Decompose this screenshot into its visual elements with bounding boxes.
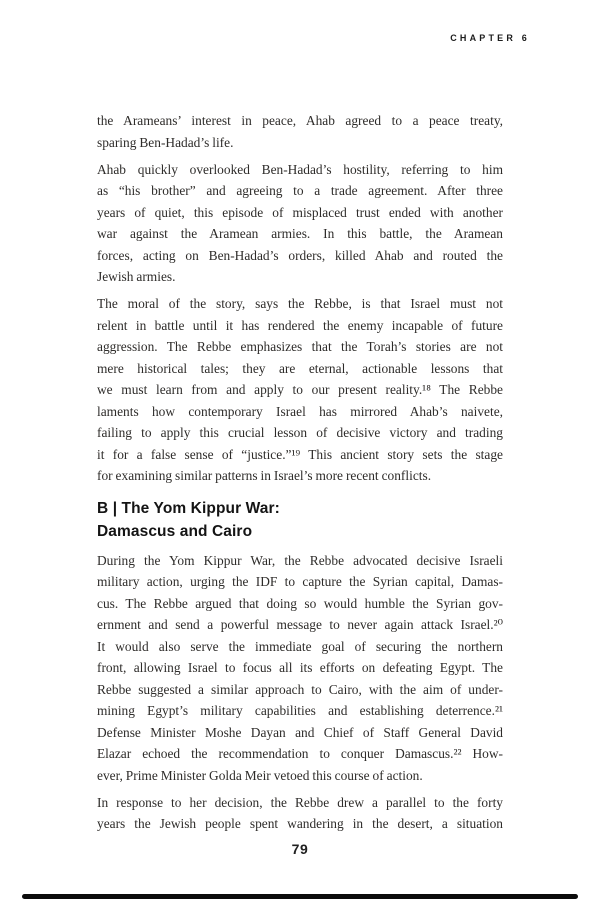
text-line: B | The Yom Kippur War: — [97, 499, 280, 517]
text-line: cus. The Rebbe argued that doing so would humble the Syrian gov- — [97, 595, 503, 611]
text-line: mining Egypt’s military capabilities and establishing deterrence.²¹ — [97, 703, 503, 718]
text-line: relent in battle until it has rendered the enemy incapable of future — [97, 317, 503, 333]
paragraph — [97, 550, 503, 787]
text-line: Elazar echoed the recommendation to conquer Damascus.²² How- — [97, 746, 503, 761]
text-line: In response to her decision, the Rebbe drew a parallel to the forty — [97, 794, 503, 810]
text-line: it for a false sense of “justice.”¹⁹ This ancient story sets the stage — [97, 446, 503, 462]
text-column — [97, 110, 503, 840]
text-line: failing to apply this crucial lesson of decisive victory and trading — [97, 425, 503, 440]
text-line: ernment and send a powerful message to never again attack Israel.²⁰ — [97, 617, 503, 632]
text-line: years of quiet, this episode of misplaced trust ended with another — [97, 204, 503, 220]
text-line: we must learn from and apply to our present reality.¹⁸ The Rebbe — [97, 382, 503, 397]
section-heading — [97, 497, 503, 543]
text-line: Defense Minister Moshe Dayan and Chief of Staff General David — [97, 724, 503, 740]
text-line: laments how contemporary Israel has mirrored Ahab’s naivete, — [97, 403, 503, 419]
paragraph — [97, 792, 503, 835]
page-number: 79 — [291, 841, 309, 857]
text-line: years the Jewish people spent wandering in the desert, a situation — [97, 816, 503, 831]
chapter-running-header: CHAPTER 6 — [450, 33, 530, 43]
text-line: The moral of the story, says the Rebbe, is that Israel must not — [97, 296, 503, 311]
text-line: ever, Prime Minister Golda Meir vetoed this course of action. — [97, 767, 423, 783]
text-line: aggression. The Rebbe emphasizes that the Torah’s stories are not — [97, 339, 503, 354]
text-line: forces, acting on Ben-Hadad’s orders, killed Ahab and routed the — [97, 247, 503, 263]
text-line: Damascus and Cairo — [97, 522, 253, 540]
paragraph — [97, 159, 503, 288]
text-line: Rebbe suggested a similar approach to Cairo, with the aim of under- — [97, 681, 503, 697]
text-line: During the Yom Kippur War, the Rebbe advocated decisive Israeli — [97, 552, 503, 568]
text-line: war against the Aramean armies. In this battle, the Aramean — [97, 226, 503, 241]
text-line: sparing Ben-Hadad’s life. — [97, 134, 234, 150]
text-line: mere historical tales; they are eternal, actionable lessons that — [97, 360, 503, 376]
bottom-bar — [22, 894, 578, 899]
paragraph — [97, 110, 503, 153]
text-line: Jewish armies. — [97, 269, 176, 284]
paragraph — [97, 293, 503, 487]
text-line: It would also serve the immediate goal of securing the northern — [97, 638, 503, 654]
text-line: front, allowing Israel to focus all its efforts on defeating Egypt. The — [97, 660, 503, 675]
text-line: military action, urging the IDF to capture the Syrian capital, Damas- — [97, 574, 503, 589]
text-line: Ahab quickly overlooked Ben-Hadad’s hostility, referring to him — [97, 161, 503, 177]
text-line: for examining similar patterns in Israel’s more recent conflicts. — [97, 468, 432, 483]
text-line: as “his brother” and agreeing to a trade agreement. After three — [97, 183, 503, 198]
text-line: the Arameans’ interest in peace, Ahab agreed to a peace treaty, — [97, 113, 503, 128]
